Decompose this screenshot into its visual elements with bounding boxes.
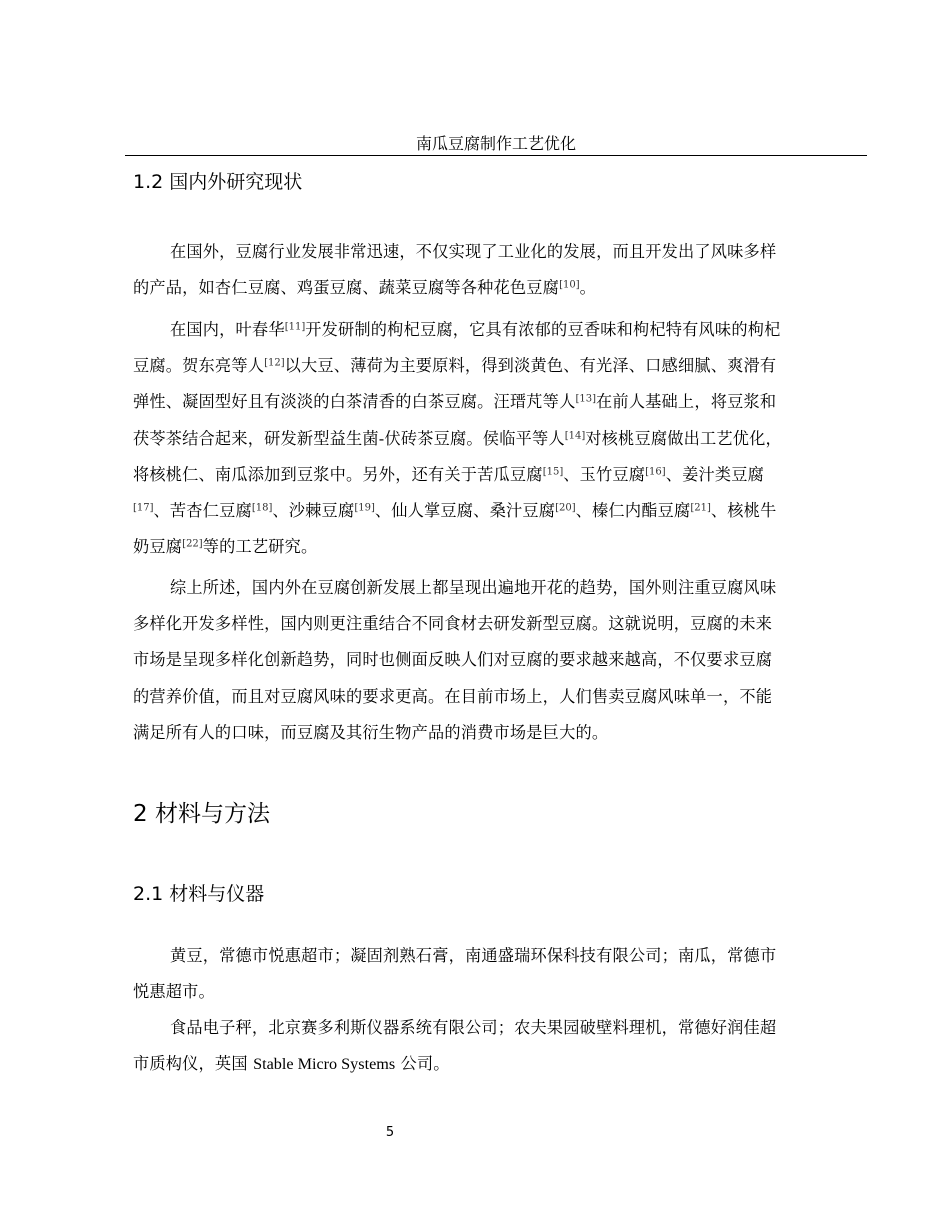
running-header-title: 南瓜豆腐制作工艺优化: [415, 134, 576, 153]
text-run: 在前人基础上，将豆浆和: [596, 392, 777, 412]
text-line: 的营养价值，而且对豆腐风味的要求更高。在目前市场上，人们售卖豆腐风味单一，不能: [133, 686, 773, 706]
citation-ref[interactable]: [15]: [542, 466, 564, 478]
text-run-latin: Stable Micro Systems: [253, 1055, 396, 1074]
text-run: 、苦杏仁豆腐: [153, 501, 252, 521]
text-run: 、榛仁内酯豆腐: [575, 501, 691, 521]
citation-ref[interactable]: [21]: [690, 502, 711, 514]
text-run: 以大豆、薄荷为主要原料，得到淡黄色、有光泽、口感细腻、爽滑有: [284, 356, 777, 376]
text-line: 悦惠超市。: [133, 982, 215, 1002]
citation-ref[interactable]: [17]: [133, 502, 154, 514]
citation-ref[interactable]: [12]: [264, 357, 285, 369]
paragraph-domestic-research: [133, 312, 861, 565]
text-line: [133, 529, 861, 565]
text-line: 市场是呈现多样化创新趋势，同时也侧面反映人们对豆腐的要求越来越高，不仅要求豆腐: [133, 650, 773, 670]
text-run: 豆腐。贺东亮等人: [133, 356, 265, 376]
text-line: [133, 348, 861, 384]
text-run: 奶豆腐: [133, 537, 183, 557]
citation-ref[interactable]: [20]: [555, 502, 576, 514]
text-line: 综上所述，国内外在豆腐创新发展上都呈现出遍地开花的趋势，国外则注重豆腐风味: [170, 578, 777, 597]
text-line: [133, 421, 861, 457]
text-run: 、姜汁类豆腐: [665, 464, 765, 484]
text-line: 多样化开发多样性，国内则更注重结合不同食材去研发新型豆腐。这就说明，豆腐的未来: [133, 614, 773, 634]
citation-ref[interactable]: [16]: [645, 466, 666, 478]
citation-ref[interactable]: [10]: [559, 279, 580, 291]
text-run: 。: [579, 278, 596, 298]
text-run: 在国内，叶春华: [170, 320, 285, 339]
citation-ref[interactable]: [14]: [564, 430, 586, 442]
paragraph-foreign-research: [133, 234, 861, 306]
text-line: [133, 312, 861, 348]
text-run: 、核桃牛: [710, 501, 777, 521]
text-run: 等的工艺研究。: [202, 537, 318, 557]
citation-ref[interactable]: [19]: [354, 502, 375, 514]
section-heading-1-2: 1.2 国内外研究现状: [133, 171, 303, 193]
citation-ref[interactable]: [11]: [284, 321, 306, 333]
text-run: 的产品，如杏仁豆腐、鸡蛋豆腐、蔬菜豆腐等各种花色豆腐: [133, 278, 560, 298]
header-rule: [125, 155, 867, 156]
text-line: 在国外，豆腐行业发展非常迅速，不仅实现了工业化的发展，而且开发出了风味多样: [170, 242, 777, 261]
text-run: 公司。: [395, 1054, 450, 1074]
text-line: 食品电子秤，北京赛多利斯仪器系统有限公司；农夫果园破壁料理机，常德好润佳超: [170, 1018, 777, 1037]
text-line: [133, 1046, 861, 1082]
text-run: 对核桃豆腐做出工艺优化，: [585, 428, 782, 448]
text-line: [133, 493, 861, 529]
text-line: 满足所有人的口味，而豆腐及其衍生物产品的消费市场是巨大的。: [133, 722, 609, 742]
text-line: 黄豆，常德市悦惠超市；凝固剂熟石膏，南通盛瑞环保科技有限公司；南瓜，常德市: [170, 946, 777, 965]
section-heading-2-1: 2.1 材料与仪器: [133, 883, 265, 905]
text-run: 茯苓茶结合起来，研发新型益生菌-伏砖茶豆腐。侯临平等人: [133, 428, 565, 448]
citation-ref[interactable]: [13]: [575, 393, 596, 405]
text-run: 、仙人掌豆腐、桑汁豆腐: [374, 501, 556, 521]
paragraph-materials: [133, 938, 861, 1010]
paragraph-instruments: [133, 1010, 861, 1082]
text-run: 弹性、凝固型好且有淡淡的白茶清香的白茶豆腐。汪瑨芃等人: [133, 392, 576, 412]
paragraph-summary: [133, 570, 861, 751]
text-run: 、沙棘豆腐: [272, 501, 355, 521]
text-run: 将核桃仁、南瓜添加到豆浆中。另外，还有关于苦瓜豆腐: [133, 464, 543, 484]
text-line: [133, 270, 861, 306]
text-run: 市质构仪，英国: [133, 1054, 254, 1074]
section-heading-2: 2 材料与方法: [133, 801, 270, 827]
text-line: [133, 457, 861, 493]
text-run: 开发研制的枸杞豆腐，它具有浓郁的豆香味和枸杞特有风味的枸杞: [305, 320, 781, 339]
text-run: 、玉竹豆腐: [563, 464, 646, 484]
citation-ref[interactable]: [22]: [182, 538, 203, 550]
page-number: 5: [385, 1125, 395, 1140]
text-line: [133, 384, 861, 420]
citation-ref[interactable]: [18]: [251, 502, 273, 514]
